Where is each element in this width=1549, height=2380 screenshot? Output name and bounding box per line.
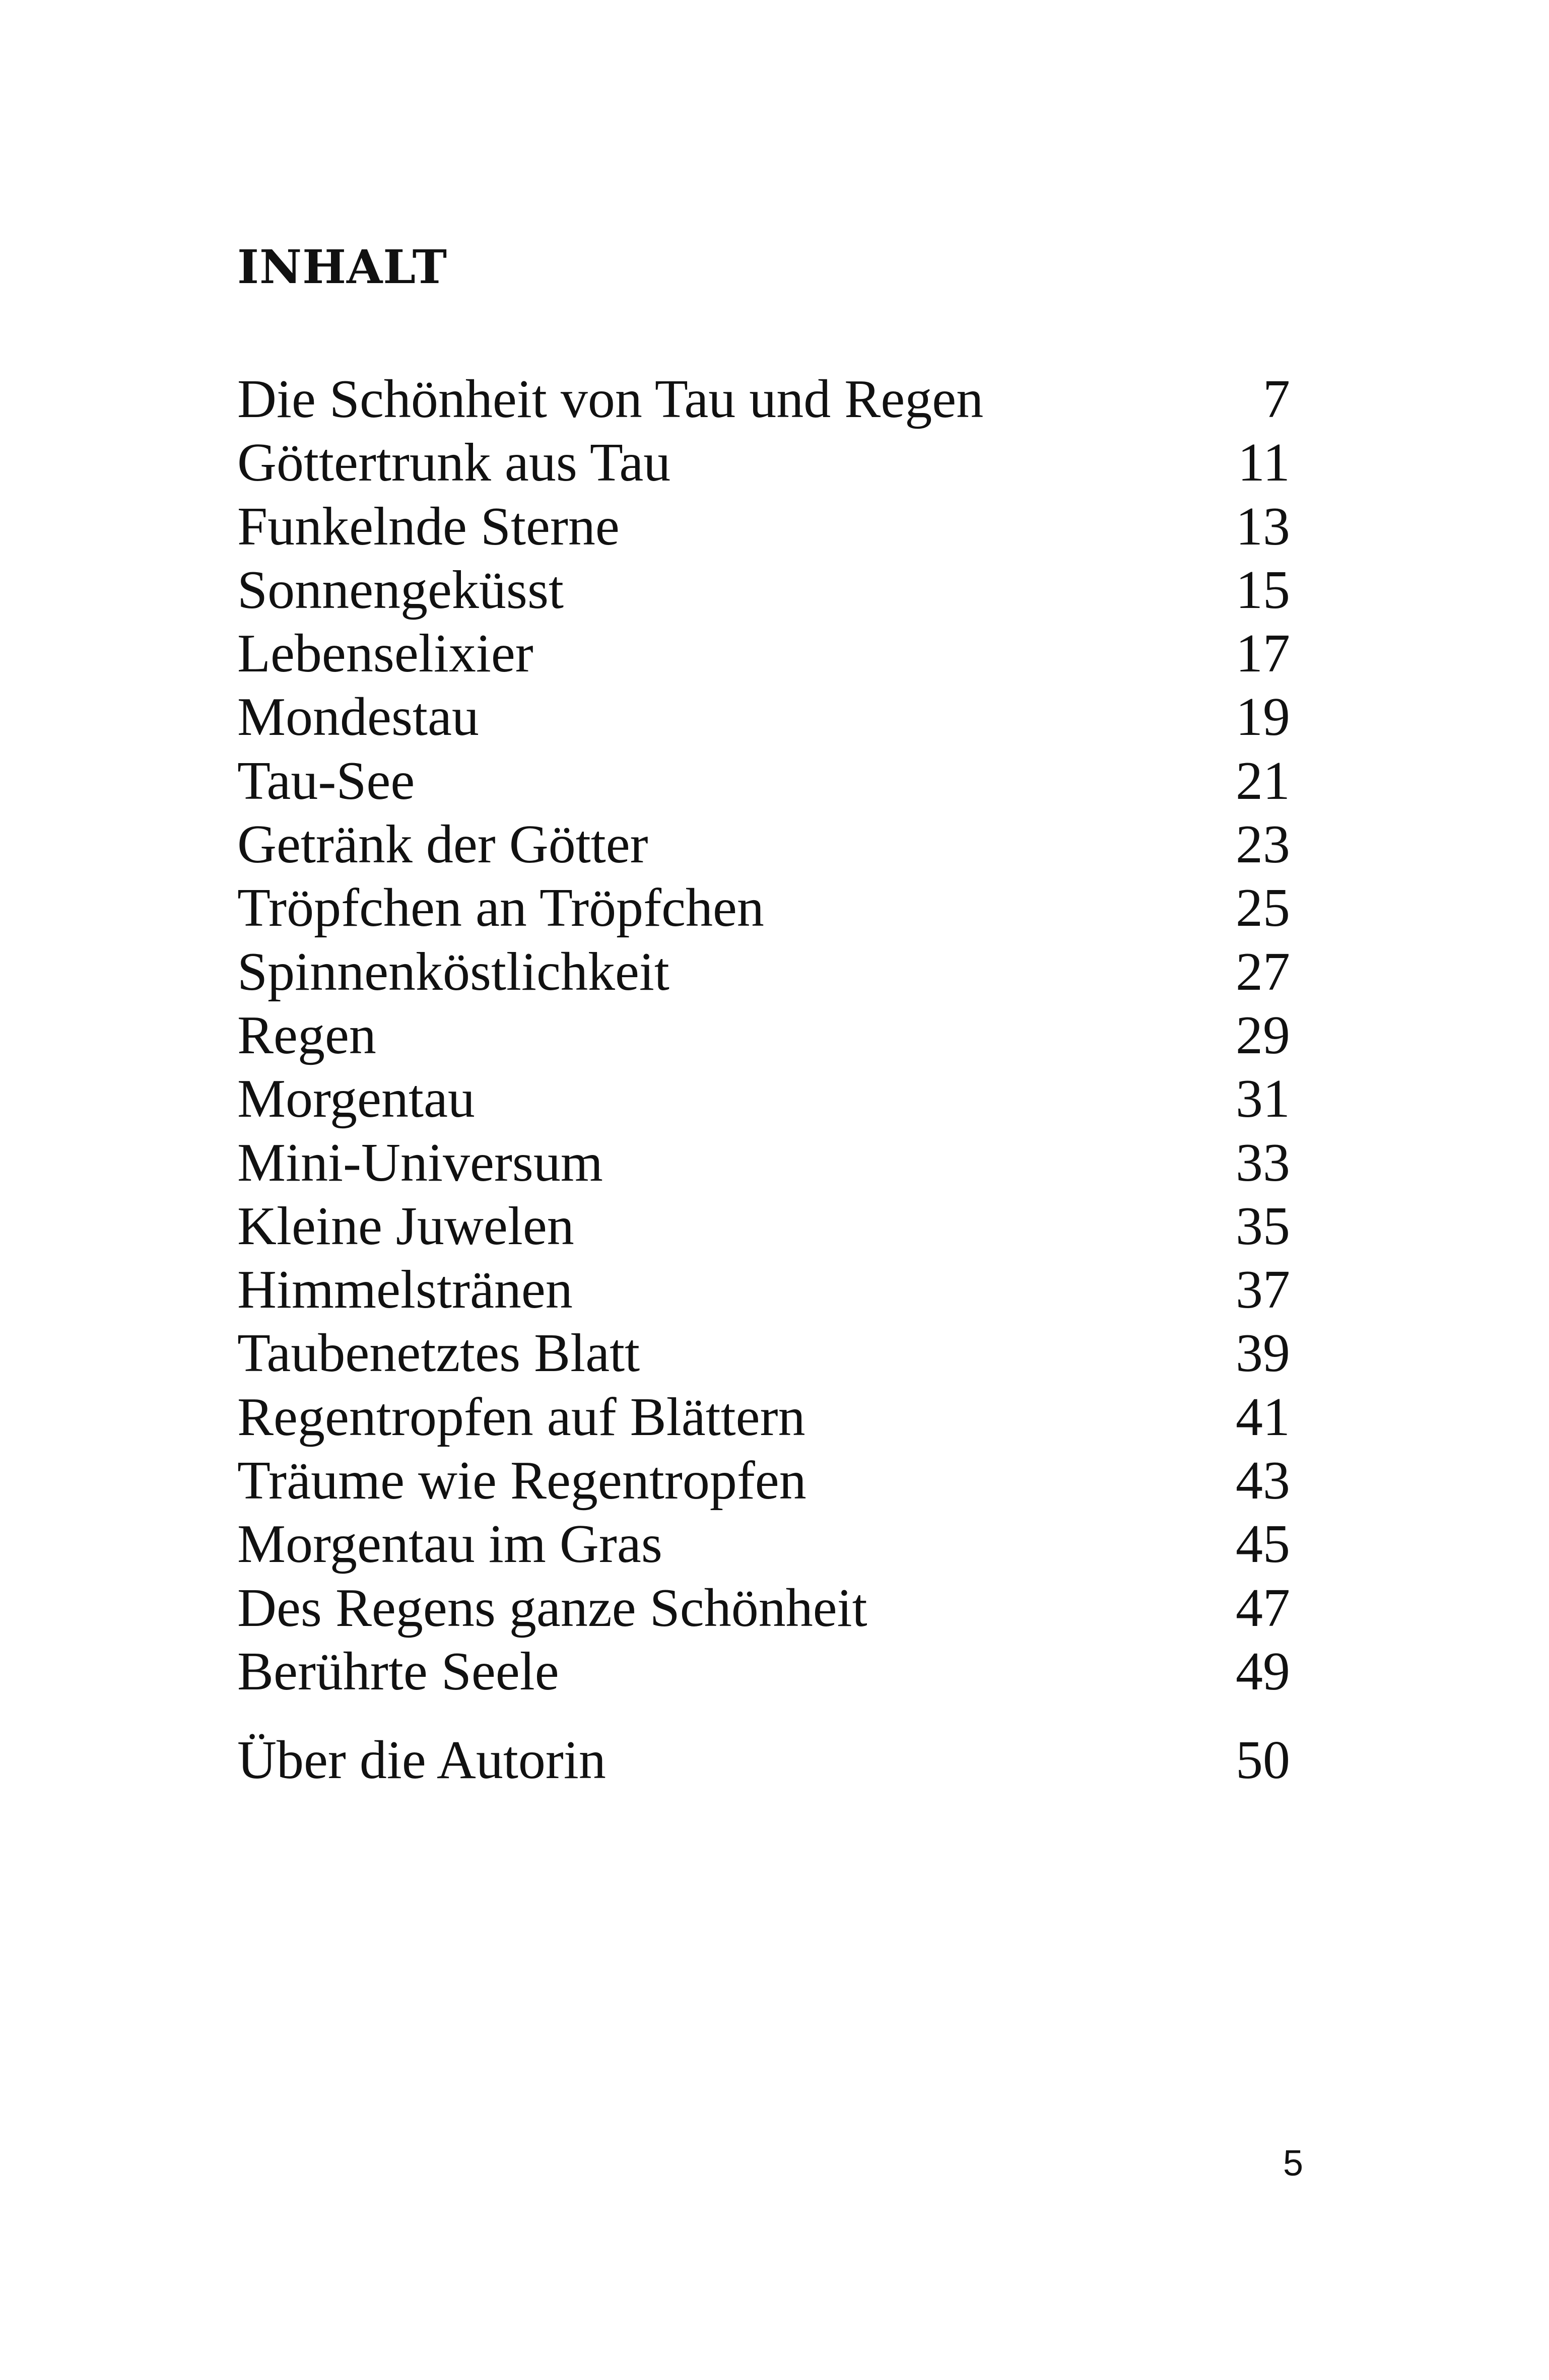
toc-entry (237, 940, 1290, 1004)
toc-entry-page: 43 (1236, 1451, 1290, 1511)
toc-entry-page: 39 (1236, 1323, 1290, 1384)
toc-entry-page: 50 (1236, 1730, 1290, 1791)
toc-entry-page: 21 (1236, 751, 1290, 811)
toc-entry (237, 876, 1290, 940)
toc-entry-title: Mondestau (237, 687, 479, 747)
toc-entry-page: 37 (1236, 1260, 1290, 1320)
toc-entry (237, 1258, 1290, 1322)
page-number: 5 (1283, 2143, 1303, 2184)
toc-entry-title: Berührte Seele (237, 1641, 559, 1702)
toc-entry-page: 35 (1236, 1196, 1290, 1256)
toc-entry-title: Regen (237, 1005, 376, 1065)
toc-entry (237, 813, 1290, 876)
toc-entry-title: Tröpfchen an Tröpfchen (237, 878, 764, 938)
toc-entry-page: 11 (1238, 433, 1290, 493)
toc-entry-page: 45 (1236, 1514, 1290, 1575)
toc-entry-page: 41 (1236, 1387, 1290, 1447)
toc-entry-page: 33 (1236, 1132, 1290, 1193)
toc-entry (237, 368, 1290, 431)
toc-entry (237, 1195, 1290, 1258)
toc-entry-page: 17 (1236, 624, 1290, 684)
toc-entry (237, 1513, 1290, 1576)
toc-entry-title: Die Schönheit von Tau und Regen (237, 369, 984, 429)
toc-entry-title: Spinnenköstlichkeit (237, 941, 669, 1002)
toc-entry-title: Regentropfen auf Blättern (237, 1387, 805, 1447)
toc-entry (237, 1004, 1290, 1067)
toc-entry-title: Mini-Universum (237, 1132, 603, 1193)
toc-entry-page: 27 (1236, 941, 1290, 1002)
toc-entry-page: 47 (1236, 1578, 1290, 1638)
toc-entry-page: 29 (1236, 1005, 1290, 1065)
toc-entry-page: 23 (1236, 814, 1290, 875)
toc-entry-title: Himmelstränen (237, 1260, 573, 1320)
toc-entry-title: Lebenselixier (237, 624, 533, 684)
toc-entry (237, 622, 1290, 686)
toc-entry (237, 1067, 1290, 1131)
toc-entry-title: Träume wie Regentropfen (237, 1451, 806, 1511)
toc-entry-title: Morgentau (237, 1069, 475, 1129)
toc-entry (237, 686, 1290, 749)
toc-entry-page: 7 (1263, 369, 1290, 429)
toc-entry-page: 13 (1236, 496, 1290, 557)
toc-entry (237, 750, 1290, 813)
toc-entry-title: Über die Autorin (237, 1730, 606, 1791)
toc-entry (237, 559, 1290, 622)
toc-entry-title: Tau-See (237, 751, 415, 811)
toc-entry-title: Göttertrunk aus Tau (237, 433, 671, 493)
toc-entry-page: 15 (1236, 560, 1290, 620)
toc-entry-title: Des Regens ganze Schönheit (237, 1578, 867, 1638)
toc-entry (237, 1131, 1290, 1195)
toc-entry-page: 25 (1236, 878, 1290, 938)
toc-entry-page: 31 (1236, 1069, 1290, 1129)
toc-entry-page: 49 (1236, 1641, 1290, 1702)
toc-entry-title: Taubenetztes Blatt (237, 1323, 640, 1384)
toc-entry-page: 19 (1236, 687, 1290, 747)
toc-entry-title: Kleine Juwelen (237, 1196, 574, 1256)
toc-entry (237, 1386, 1290, 1449)
toc-entry-title: Morgentau im Gras (237, 1514, 662, 1575)
toc-heading: INHALT (237, 240, 448, 294)
toc-entry (237, 1640, 1290, 1704)
toc-entry (237, 431, 1290, 495)
toc-entry (237, 1577, 1290, 1640)
toc-entry-author (237, 1729, 1290, 1792)
toc-entry (237, 495, 1290, 559)
toc-entry (237, 1449, 1290, 1513)
toc-entry-title: Getränk der Götter (237, 814, 648, 875)
toc-list (237, 368, 1290, 1793)
toc-entry-title: Sonnengeküsst (237, 560, 564, 620)
toc-entry (237, 1322, 1290, 1385)
toc-entry-title: Funkelnde Sterne (237, 496, 620, 557)
